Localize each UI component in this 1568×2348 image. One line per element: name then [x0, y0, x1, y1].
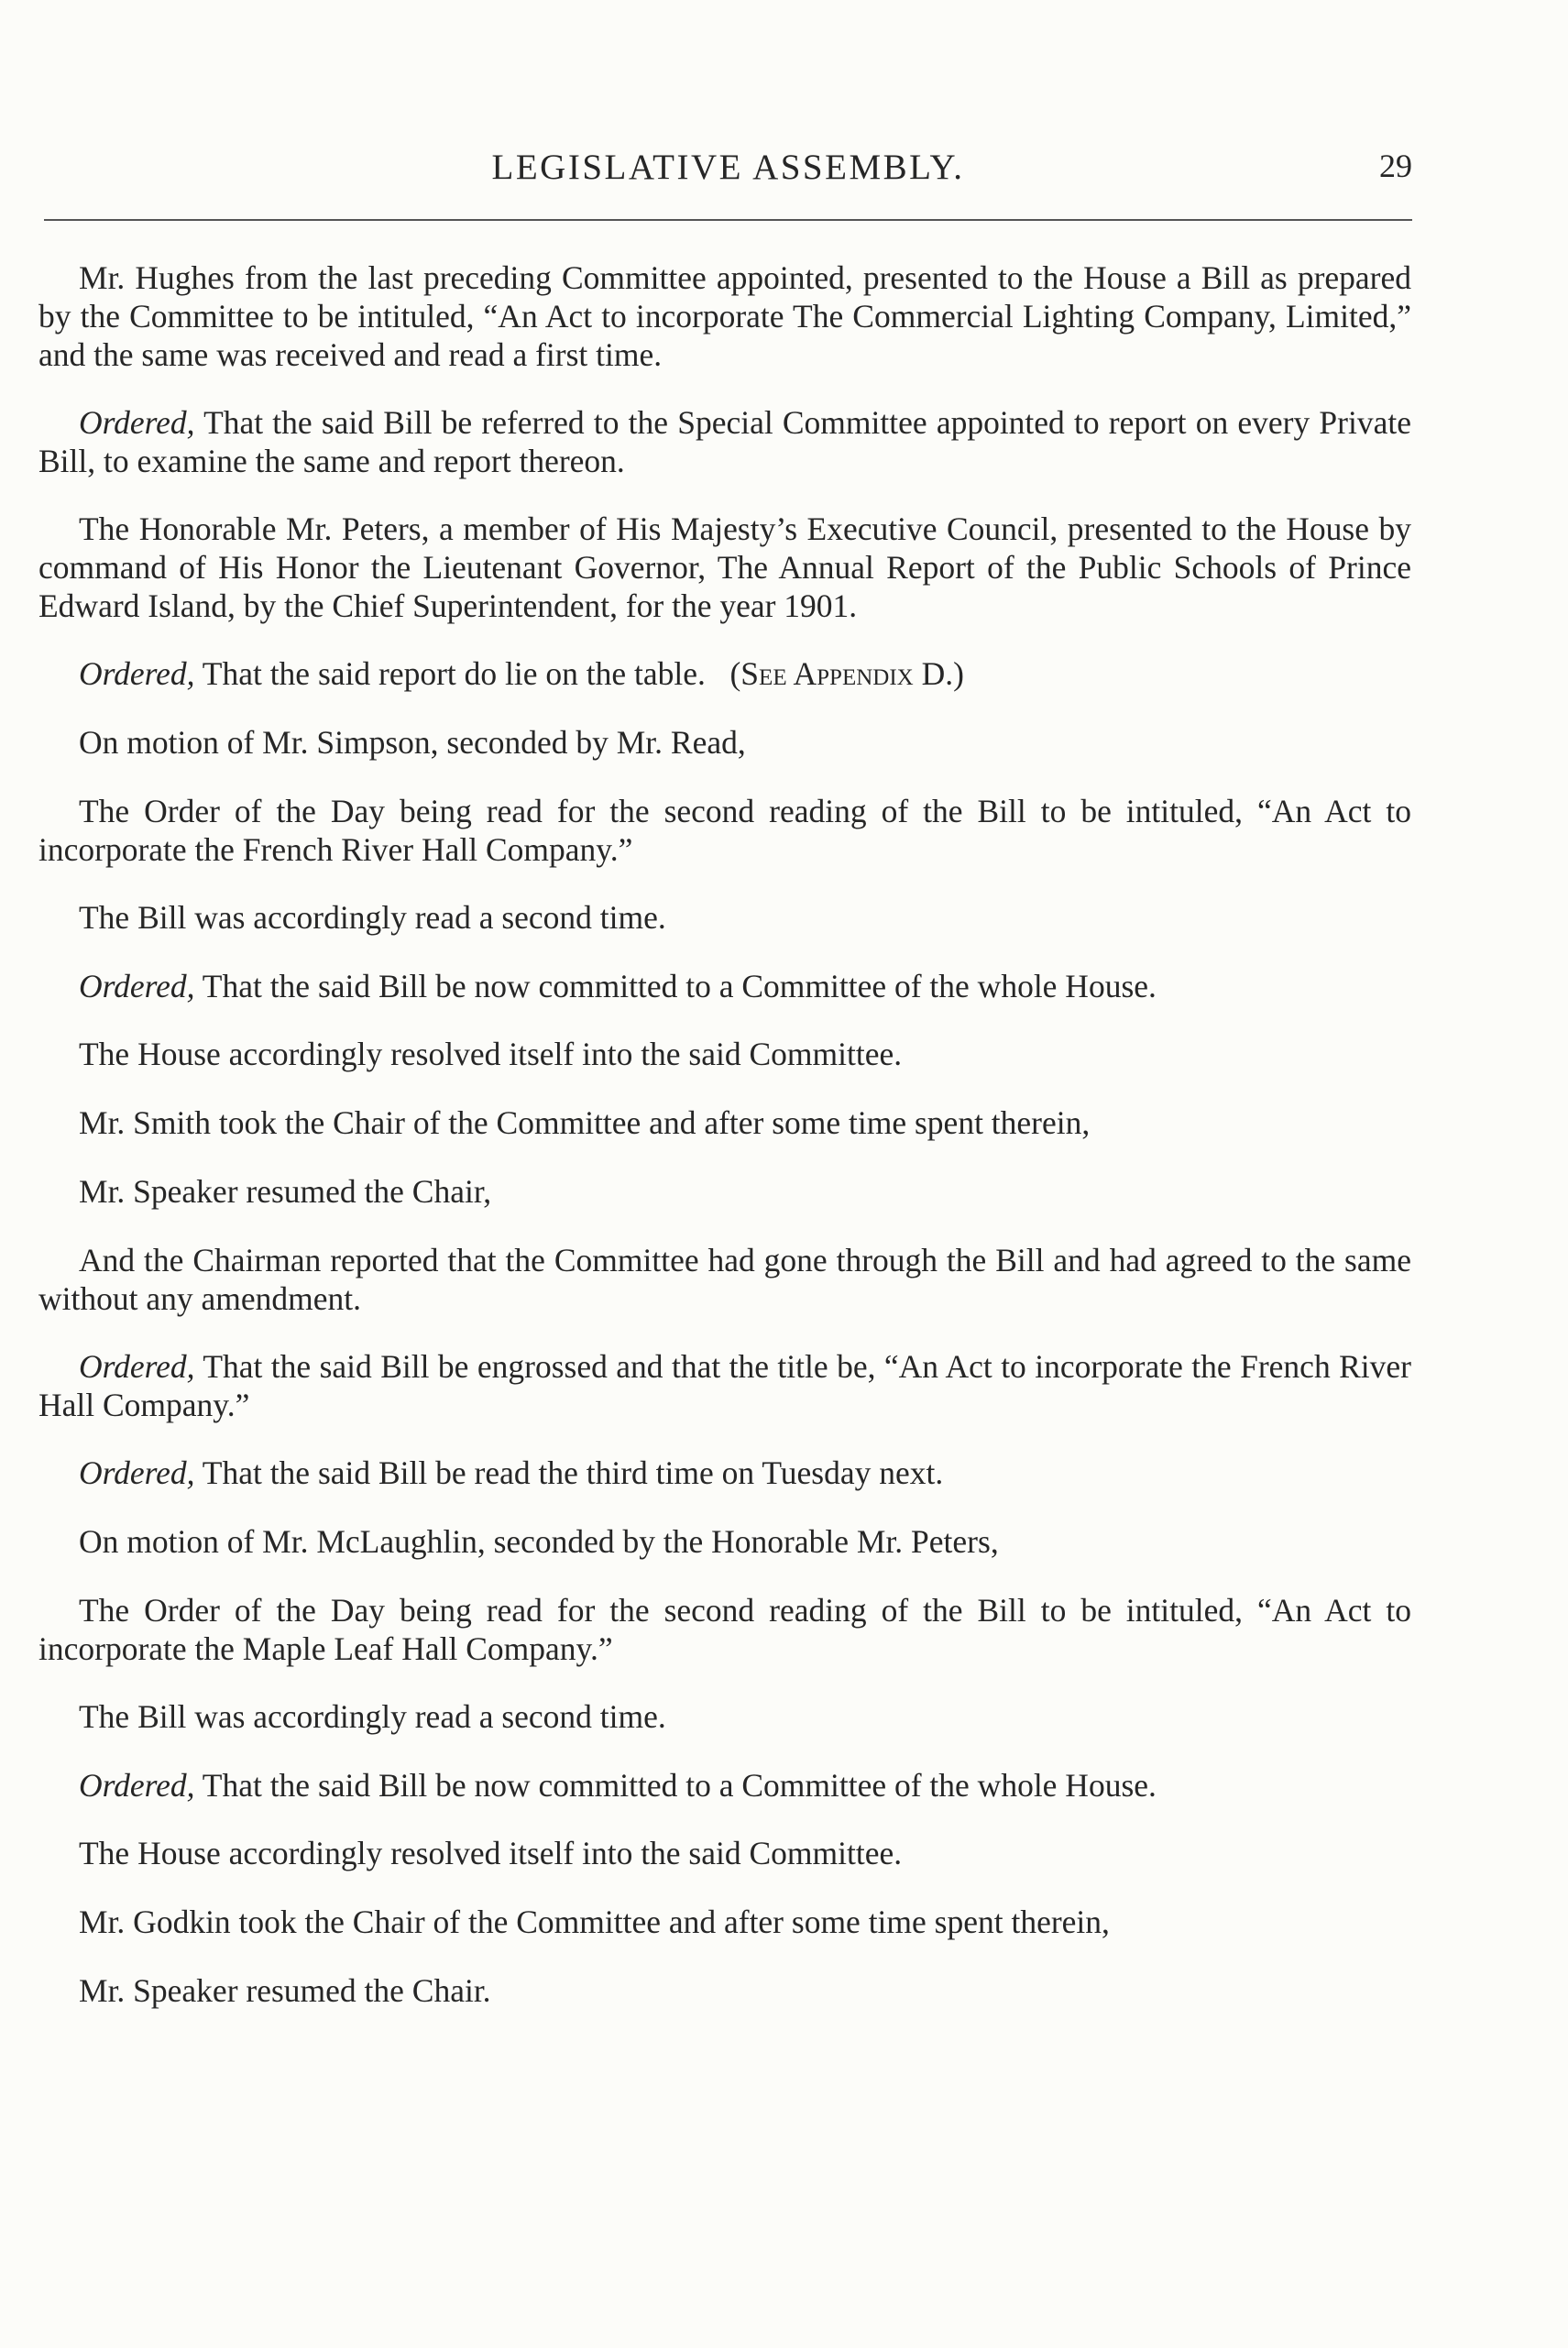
paragraph [38, 1766, 1411, 1805]
paragraph-text: Mr. Hughes from the last preceding Committee appointed, presented to the House a Bill as prepared by the Committee to be intituled, “An Act to incorporate The Commercial Lighting Company, Limited,” and the same was received and read a first time. [38, 259, 1411, 373]
paragraph [38, 1834, 1411, 1872]
paragraph-text: That the said Bill be engrossed and that the title be, “An Act to incorporate the French River Hall Company.” [38, 1348, 1411, 1423]
ordered-prefix: Ordered, [79, 968, 195, 1004]
paragraph [38, 1591, 1411, 1668]
paragraph-text: On motion of Mr. Simpson, seconded by Mr. Read, [79, 724, 746, 761]
paragraph [38, 723, 1411, 762]
paragraph [38, 1971, 1411, 2010]
paragraph [38, 654, 1411, 693]
paragraph-text: That the said Bill be now committed to a Committee of the whole House. [194, 968, 1157, 1004]
paragraph-text: The Bill was accordingly read a second time. [79, 1698, 666, 1735]
paragraph-text: That the said Bill be now committed to a Committee of the whole House. [194, 1767, 1157, 1804]
paragraph-text: The Order of the Day being read for the second reading of the Bill to be intituled, “An Act to incorporate the French River Hall Company.” [38, 793, 1411, 868]
paragraph-text: That the said Bill be referred to the Special Committee appointed to report on every Private Bill, to examine the same and report thereon. [38, 404, 1411, 479]
paragraph-text: The Honorable Mr. Peters, a member of His Majesty’s Executive Council, presented to the House by command of His Honor the Lieutenant Governor, The Annual Report of the Public Schools of Prince Edward Island, by the Chief Superintendent, for the year 1901. [38, 510, 1411, 624]
paragraph-text: That the said Bill be read the third time on Tuesday next. [194, 1454, 944, 1491]
paragraph [38, 1103, 1411, 1142]
paragraph-text: On motion of Mr. McLaughlin, seconded by the Honorable Mr. Peters, [79, 1523, 999, 1560]
ordered-prefix: Ordered, [79, 1348, 195, 1385]
paragraph [38, 792, 1411, 869]
paragraph-text: And the Chairman reported that the Committee had gone through the Bill and had agreed to the same without any amendment. [38, 1242, 1411, 1317]
paragraph-text: The Order of the Day being read for the second reading of the Bill to be intituled, “An Act to incorporate the Maple Leaf Hall Company.” [38, 1592, 1411, 1667]
paragraph-text: Mr. Speaker resumed the Chair, [79, 1173, 492, 1210]
ordered-prefix: Ordered, [79, 404, 195, 441]
page-header [44, 142, 1412, 188]
paragraph [38, 1035, 1411, 1073]
paragraph [38, 1522, 1411, 1561]
paragraph [38, 1697, 1411, 1736]
paragraph-text: The House accordingly resolved itself into the said Committee. [79, 1036, 903, 1072]
ordered-prefix: Ordered, [79, 655, 195, 692]
paragraph [38, 1903, 1411, 1941]
paragraph-text: Mr. Speaker resumed the Chair. [79, 1972, 491, 2009]
ordered-prefix: Ordered, [79, 1767, 195, 1804]
running-title: LEGISLATIVE ASSEMBLY. [491, 148, 965, 187]
paragraph-text: Mr. Smith took the Chair of the Committee and after some time spent therein, [79, 1104, 1091, 1141]
paragraph [38, 1347, 1411, 1424]
paragraph [38, 1241, 1411, 1318]
page-number: 29 [1379, 148, 1412, 184]
paragraph [38, 258, 1411, 374]
body-text [38, 258, 1411, 2040]
paragraph-text: Mr. Godkin took the Chair of the Committee and after some time spent therein, [79, 1904, 1110, 1940]
paragraph [38, 1454, 1411, 1492]
ordered-prefix: Ordered, [79, 1454, 195, 1491]
appendix-reference: (See Appendix D.) [729, 655, 964, 692]
paragraph-text: The Bill was accordingly read a second time. [79, 899, 666, 936]
paragraph-text: That the said report do lie on the table. [194, 655, 706, 692]
paragraph-text: The House accordingly resolved itself into the said Committee. [79, 1835, 903, 1871]
paragraph [38, 967, 1411, 1005]
header-rule [44, 219, 1412, 221]
paragraph [38, 898, 1411, 937]
paragraph [38, 1172, 1411, 1211]
paragraph [38, 510, 1411, 625]
paragraph [38, 403, 1411, 480]
